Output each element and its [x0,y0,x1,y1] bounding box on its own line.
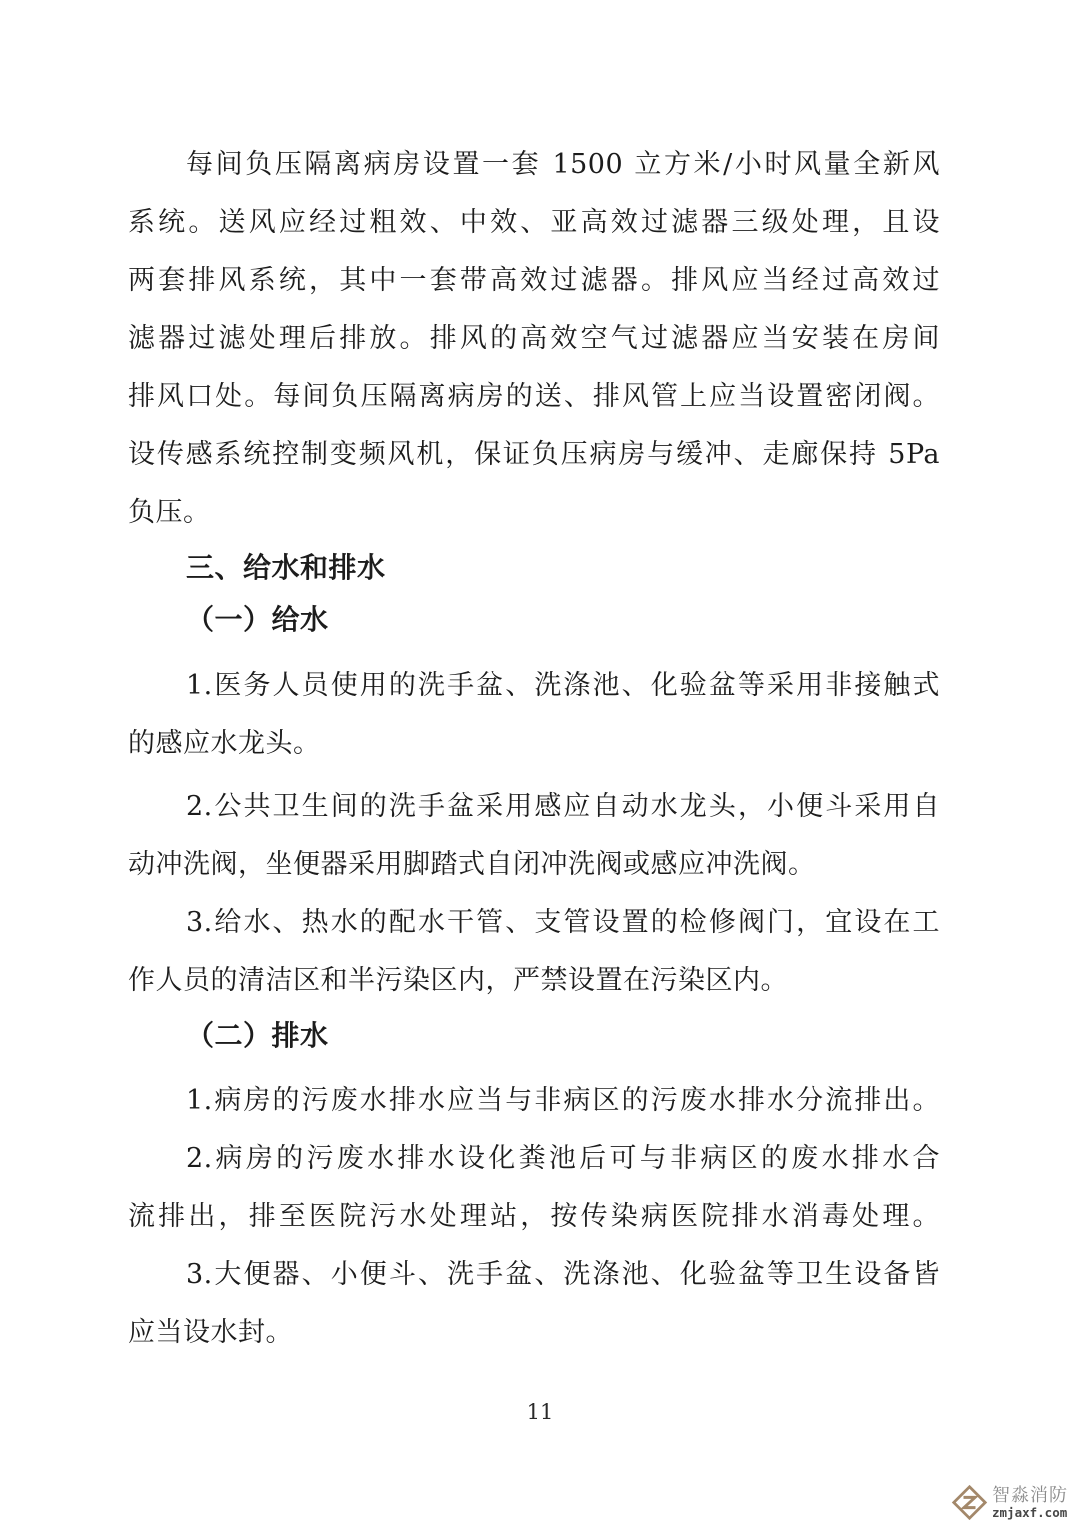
paragraph-line: 每间负压隔离病房设置一套 1500 立方米/小时风量全新风 [186,149,940,180]
paragraph-line: 流排出，排至医院污水处理站，按传染病医院排水消毒处理。 [128,1201,940,1232]
section-heading-water-supply-drainage [128,542,940,594]
paragraph-line: 3.大便器、小便斗、洗手盆、洗涤池、化验盆等卫生设备皆 [186,1259,940,1290]
paragraph-line: 作人员的清洁区和半污染区内，严禁设置在污染区内。 [128,965,788,996]
paragraph-line: 设传感系统控制变频风机，保证负压病房与缓冲、走廊保持 5Pa [128,439,940,470]
watermark-text [992,1486,1068,1520]
paragraph-drainage-item-2 [128,1130,940,1246]
paragraph-drainage-item-3 [128,1246,940,1362]
paragraph-line: 排风口处。每间负压隔离病房的送、排风管上应当设置密闭阀。 [128,381,940,412]
heading-text: （一）给水 [186,604,329,635]
paragraph-line: 系统。送风应经过粗效、中效、亚高效过滤器三级处理，且设 [128,207,940,238]
page-number: 11 [526,1400,554,1424]
paragraph-supply-item-2 [128,778,940,894]
brand-site: zmjaxf.com [992,1504,1068,1520]
brand-name: 智淼消防 [992,1484,1068,1505]
paragraph-line: 负压。 [128,497,211,528]
paragraph-line: 两套排风系统，其中一套带高效过滤器。排风应当经过高效过 [128,265,940,296]
paragraph-line: 动冲洗阀，坐便器采用脚踏式自闭冲洗阀或感应冲洗阀。 [128,849,816,880]
paragraph-line: 的感应水龙头。 [128,728,321,759]
paragraph-line: 3.给水、热水的配水干管、支管设置的检修阀门，宜设在工 [186,907,940,938]
paragraph-line: 1.医务人员使用的洗手盆、洗涤池、化验盆等采用非接触式 [186,670,940,701]
paragraph-line: 2.病房的污废水排水设化粪池后可与非病区的废水排水合 [186,1143,940,1174]
subsection-heading-water-supply [128,594,940,646]
paragraph-line: 应当设水封。 [128,1317,293,1348]
heading-text: 三、给水和排水 [186,552,386,583]
paragraph-line: 2.公共卫生间的洗手盆采用感应自动水龙头，小便斗采用自 [186,791,940,822]
document-body [128,136,940,1362]
paragraph-line: 1.病房的污废水排水应当与非病区的污废水排水分流排出。 [186,1085,940,1116]
paragraph-supply-item-1 [128,657,940,773]
paragraph-supply-item-3 [128,894,940,1010]
diamond-z-logo-icon [951,1484,988,1521]
paragraph-ventilation [128,136,940,542]
watermark [951,1484,1068,1521]
paragraph-drainage-item-1 [128,1072,940,1130]
heading-text: （二）排水 [186,1020,329,1051]
subsection-heading-drainage [128,1010,940,1062]
paragraph-line: 滤器过滤处理后排放。排风的高效空气过滤器应当安装在房间 [128,323,940,354]
